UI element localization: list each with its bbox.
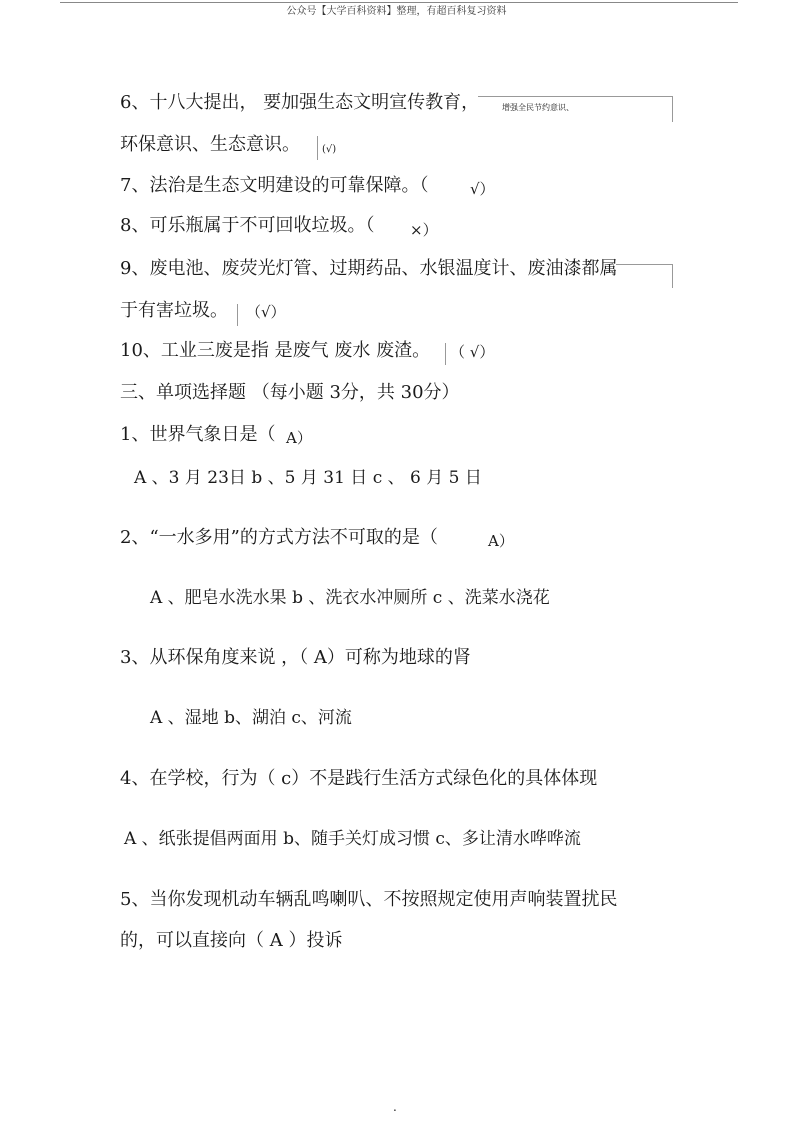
question-9-mark: （√） (246, 303, 286, 321)
mc-question-1: 1、世界气象日是（ (120, 424, 276, 445)
question-9-line-1: 9、废电池、废荧光灯管、过期药品、水银温度计、废油漆都属 (120, 258, 618, 279)
question-9-box-right (672, 264, 673, 288)
footer-dot: . (393, 1100, 397, 1114)
question-7: 7、法治是生态文明建设的可靠保障。（ (120, 175, 429, 196)
section-3-title: 三、单项选择题 （每小题 3分，共 30分） (120, 382, 460, 403)
mc-question-2: 2、“一水多用”的方式方法不可取的是（ (120, 527, 438, 548)
mc-question-1-options: A 、3 月 23日 b 、5 月 31 日 c 、 6 月 5 日 (134, 468, 482, 488)
mc-question-5-line-1: 5、当你发现机动车辆乱鸣喇叭、不按照规定使用声响装置扰民 (120, 889, 618, 910)
question-6-line-2: 环保意识、生态意识。 (120, 134, 300, 155)
question-8: 8、可乐瓶属于不可回收垃圾。（ (120, 215, 375, 236)
mc-question-2-options: A 、肥皂水洗水果 b 、洗衣水冲厕所 c 、洗菜水浇花 (150, 588, 550, 608)
page-header: 公众号【大学百科资料】整理，有超百科复习资料 (286, 6, 507, 17)
question-9-mark-bar (237, 304, 238, 326)
mc-question-3-options: A 、湿地 b、湖泊 c、河流 (150, 708, 352, 728)
question-6-note: 增强全民节约意识、 (502, 103, 574, 112)
question-10: 10、工业三废是指 是废气 废水 废渣。 (120, 340, 431, 361)
question-9-box-top (616, 264, 672, 265)
mc-question-5-line-2: 的，可以直接向（ A ）投诉 (120, 930, 343, 951)
question-6-mark: (√) (322, 144, 337, 155)
question-6-box-right (672, 96, 673, 122)
question-7-mark: √） (470, 180, 495, 198)
question-8-mark: ×） (410, 221, 438, 239)
mc-question-2-answer: A） (488, 532, 514, 550)
mc-question-3: 3、从环保角度来说 ，（ A）可称为地球的肾 (120, 647, 471, 668)
question-6-line-1: 6、十八大提出， 要加强生态文明宣传教育， (120, 92, 480, 113)
mc-question-4: 4、在学校，行为（ c）不是践行生活方式绿色化的具体体现 (120, 768, 598, 789)
mc-question-4-options: A 、纸张提倡两面用 b、随手关灯成习惯 c、多让清水哗哗流 (124, 829, 581, 849)
question-6-box-top (478, 96, 672, 97)
question-10-mark: （ √） (450, 343, 495, 361)
question-9-line-2: 于有害垃圾。 (120, 300, 228, 321)
question-10-mark-bar (445, 343, 446, 365)
question-6-mark-bar (317, 136, 318, 160)
mc-question-1-answer: A） (286, 429, 312, 447)
